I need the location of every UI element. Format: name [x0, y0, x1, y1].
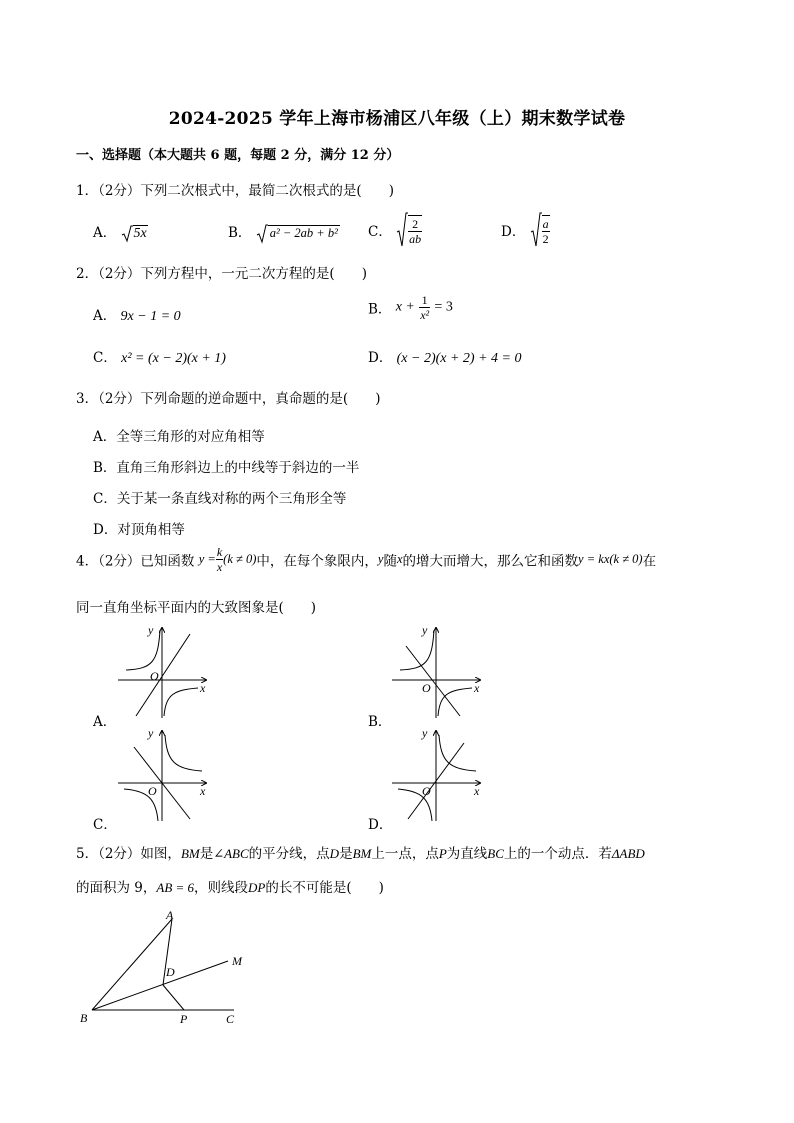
stem-text: 的增大而增大，那么它和函数 [402, 553, 579, 570]
q1-option-b[interactable] [228, 221, 340, 244]
y-axis-label: y [422, 624, 428, 637]
question-5-stem-line2 [76, 876, 384, 896]
q2-option-d[interactable] [368, 346, 522, 367]
linear-function-line [136, 634, 190, 716]
stem-math: P [438, 846, 447, 861]
frac-numerator: a [542, 217, 549, 231]
stem-text: 在 [642, 553, 657, 570]
page-title: 2024-2025 学年上海市杨浦区八年级（上）期末数学试卷 [168, 109, 626, 129]
q1-option-d[interactable] [501, 212, 550, 248]
stem-math: ∠ABC [213, 846, 249, 861]
stem-math: AB = 6 [156, 880, 195, 895]
hyperbola-branch [164, 688, 198, 716]
origin-label: O [148, 784, 157, 798]
q4-graph-a[interactable] [112, 624, 212, 722]
stem-text: 是 [199, 846, 214, 862]
stem-text: 的平分线，点 [248, 846, 330, 862]
option-label: D． [501, 224, 526, 240]
origin-label: O [422, 681, 431, 695]
option-expr: x² = (x − 2)(x + 1) [121, 351, 226, 366]
option-label: C． [93, 350, 117, 366]
point-c-label: C [226, 1012, 235, 1026]
q4-option-d-label[interactable]: D． [368, 817, 393, 833]
q4-option-c-label[interactable]: C． [93, 817, 117, 833]
q4-option-b-label[interactable]: B． [368, 714, 392, 730]
stem-text: 为直线 [446, 846, 488, 862]
stem-text: 5．（2分）如图， [76, 846, 181, 862]
point-a-label: A [166, 908, 174, 922]
stem-math: BM [180, 846, 200, 861]
q4-option-a-label[interactable]: A． [93, 714, 117, 730]
option-expr: a² − 2ab + b² [269, 226, 338, 240]
stem-text: ，则线段 [194, 880, 249, 896]
x-axis-label: x [474, 681, 480, 695]
stem-text: 上的一个动点．若 [503, 846, 612, 862]
option-label: B． [228, 225, 252, 241]
stem-math: BM [352, 846, 372, 861]
point-m-label: M [232, 954, 242, 968]
sqrt-icon [256, 224, 268, 244]
question-1-stem: 1．（2分）下列二次根式中，最简二次根式的是( ) [76, 183, 394, 199]
frac-numerator: 1 [419, 294, 430, 308]
q4-graph-d[interactable] [386, 727, 486, 825]
segment-ba [92, 919, 172, 1010]
stem-text: 中，在每个象限内， [256, 553, 378, 570]
stem-math: x [396, 552, 403, 566]
stem-text: 上一点，点 [371, 846, 439, 862]
question-3-stem: 3．（2分）下列命题的逆命题中，真命题的是( ) [76, 391, 381, 407]
question-2-stem: 2．（2分）下列方程中，一元二次方程的是( ) [76, 266, 367, 282]
segment-dp [163, 985, 184, 1010]
option-label: B． [368, 301, 392, 318]
q5-geometry-figure [76, 905, 266, 1030]
option-label: D． [368, 350, 393, 366]
frac-denominator: 2 [542, 232, 549, 246]
sqrt-icon [530, 212, 542, 248]
frac-denominator: x² [420, 308, 430, 322]
x-axis-label: x [200, 784, 206, 798]
option-expr-pre: x + [395, 299, 415, 315]
hyperbola-branch [439, 735, 476, 771]
hyperbola-branch [400, 630, 434, 670]
option-label: A． [93, 308, 117, 324]
question-4-stem-line2: 同一直角坐标平面内的大致图象是( ) [76, 600, 317, 616]
y-axis-label: y [148, 624, 154, 637]
q2-option-c[interactable] [93, 346, 226, 367]
x-axis-label: x [474, 784, 480, 798]
section-heading: 一、选择题（本大题共 6 题，每题 2 分，满分 12 分） [76, 148, 400, 163]
stem-text: 的长不可能是( ) [265, 880, 384, 896]
origin-label: O [150, 669, 159, 683]
frac-denominator: ab [409, 232, 422, 246]
q2-option-b[interactable] [368, 294, 453, 321]
q1-option-a[interactable] [93, 221, 148, 243]
origin-label: O [422, 784, 431, 798]
question-5-stem-line1 [76, 842, 645, 862]
stem-math: y = kx(k ≠ 0) [578, 552, 643, 566]
option-expr: 5x [133, 226, 147, 241]
option-label: C． [368, 224, 392, 240]
stem-math: BC [487, 846, 504, 861]
stem-math: y = [198, 552, 216, 566]
sqrt-icon [121, 225, 133, 243]
frac-numerator: k [216, 545, 223, 559]
point-d-label: D [166, 965, 175, 979]
ray-bm [92, 961, 228, 1010]
option-expr-post: = 3 [434, 299, 453, 315]
frac-numerator: 2 [408, 218, 422, 232]
stem-text: 是 [339, 846, 353, 862]
option-expr: (x − 2)(x + 2) + 4 = 0 [396, 351, 522, 366]
q4-graph-c[interactable] [112, 727, 212, 825]
q3-option-c[interactable]: C．关于某一条直线对称的两个三角形全等 [93, 491, 347, 507]
hyperbola-branch [438, 688, 472, 716]
stem-math: ΔABD [611, 846, 645, 861]
sqrt-icon [396, 212, 408, 248]
point-p-label: P [180, 1012, 188, 1026]
frac-denominator: x [216, 560, 223, 574]
hyperbola-branch [165, 735, 202, 771]
stem-text: 4．（2分）已知函数 [76, 553, 195, 570]
q3-option-d[interactable]: D．对顶角相等 [93, 522, 185, 538]
q2-option-a[interactable] [93, 304, 181, 325]
point-b-label: B [80, 1011, 88, 1025]
option-label: A． [93, 225, 117, 241]
option-expr: 9x − 1 = 0 [120, 309, 181, 324]
linear-function-line [406, 646, 460, 716]
stem-math: D [329, 846, 340, 861]
q3-option-a[interactable]: A．全等三角形的对应角相等 [93, 429, 265, 445]
stem-text: 的面积为 9， [76, 880, 157, 896]
q4-graph-b[interactable] [386, 624, 486, 722]
stem-text: 随 [383, 553, 397, 570]
q3-option-b[interactable]: B．直角三角形斜边上的中线等于斜边的一半 [93, 460, 360, 476]
hyperbola-branch [126, 630, 160, 670]
q1-option-c[interactable] [368, 212, 422, 248]
y-axis-label: y [422, 727, 428, 740]
stem-math: y [377, 552, 384, 566]
x-axis-label: x [200, 681, 206, 695]
stem-math: (k ≠ 0) [223, 552, 257, 566]
stem-math: DP [248, 880, 266, 895]
y-axis-label: y [148, 727, 154, 740]
question-4-stem-line1 [76, 546, 656, 573]
